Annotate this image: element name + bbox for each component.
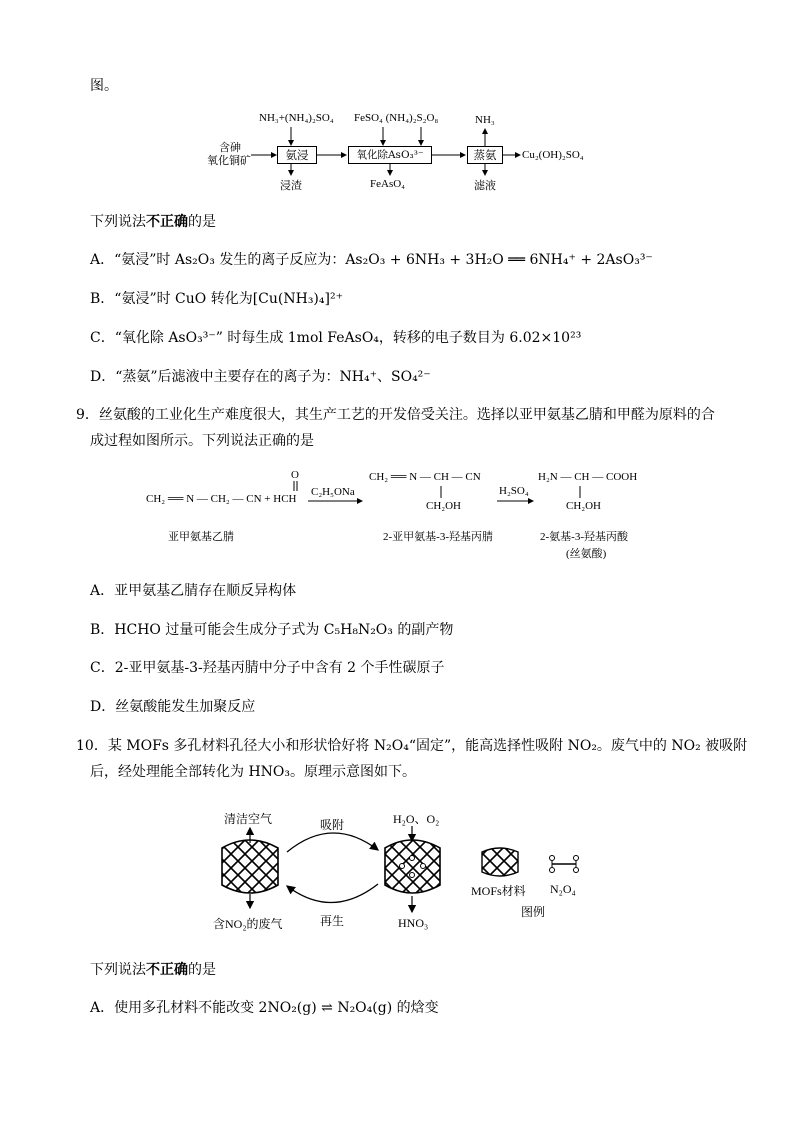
q8-option-b: B．“氨浸”时 CuO 转化为[Cu(NH₃)₄]²⁺ [90, 291, 343, 307]
q10-option-a: A．使用多孔材料不能改变 2NO₂(g) ⇌ N₂O₄(g) 的焓变 [90, 1000, 439, 1016]
q9-stem-line1: 9．丝氨酸的工业化生产难度很大，其生产工艺的开发倍受关注。选择以亚甲氨基乙腈和甲醛为原料的合 [76, 407, 715, 423]
q9-option-c: C．2-亚甲氨基-3-羟基丙腈中分子中含有 2 个手性碳原子 [90, 660, 445, 676]
name-product-note: (丝氨酸) [566, 548, 607, 560]
mofs-right-lattice [385, 840, 440, 893]
residue-leach: 浸渣 [280, 180, 302, 192]
step-ammonia-leach: 氨浸 [277, 146, 317, 164]
mofs-left-lattice [222, 840, 278, 893]
name-product: 2-氨基-3-羟基丙酸 [540, 531, 628, 543]
label-regenerate: 再生 [320, 914, 345, 928]
product-formula: H₂N — CH — COOH [538, 471, 638, 483]
carbonyl-oxygen: O [291, 469, 299, 481]
product-substituent: CH₂OH [566, 500, 602, 512]
q8-option-c: C．“氧化除 AsO₃³⁻” 时每生成 1mol FeAsO₄，转移的电子数目为 6.02×10²³ [90, 330, 582, 346]
label-hno3: HNO₃ [398, 916, 429, 930]
name-intermediate: 2-亚甲氨基-3-羟基丙腈 [383, 531, 493, 543]
residue-feaso4: FeAsO₄ [370, 178, 406, 190]
reagent-ammonia: NH₃+(NH₄)₂SO₄ [259, 112, 334, 124]
raw-material-line2: 氧化铜矿 [207, 155, 251, 167]
legend-n2o4-molecule [550, 856, 579, 873]
intermediate-formula: CH₂ ══ N — CH — CN [369, 471, 481, 483]
q8-stem-post: 的是 [188, 214, 216, 230]
q9-stem-line2: 成过程如图所示。下列说法正确的是 [90, 433, 314, 449]
intermediate-substituent: CH₂OH [426, 500, 462, 512]
label-h2o-o2: H₂O、O₂ [393, 812, 440, 826]
label-waste-gas: 含NO₂的废气 [213, 917, 283, 931]
q9-option-d: D．丝氨酸能发生加聚反应 [90, 699, 256, 715]
product-basic-copper-sulfate: Cu₂(OH)₂SO₄ [522, 149, 584, 161]
legend-label-mofs: MOFs材料 [471, 884, 526, 898]
q9-option-a: A．亚甲氨基乙腈存在顺反异构体 [90, 583, 297, 599]
intro-tail: 图。 [90, 78, 118, 94]
raw-material-line1: 含砷 [219, 142, 241, 154]
name-reactant: 亚甲氨基乙腈 [168, 531, 234, 543]
residue-filtrate: 滤液 [474, 180, 496, 192]
q8-stem-bold: 不正确 [146, 214, 188, 230]
q9-option-b: B．HCHO 过量可能会生成分子式为 C₅H₈N₂O₃ 的副产物 [90, 622, 454, 638]
legend-title: 图例 [521, 905, 546, 919]
q10-stem-post: 的是 [188, 962, 216, 978]
q8-option-a: A．“氨浸”时 As₂O₃ 发生的离子反应为：As₂O₃ + 6NH₃ + 3H₂O ══ 6NH₄⁺ + 2AsO₃³⁻ [90, 252, 653, 268]
q10-stem-pre: 下列说法 [90, 962, 146, 978]
q10-stem-line2: 后，经处理能全部转化为 HNO₃。原理示意图如下。 [90, 764, 416, 780]
q8-stem-pre: 下列说法 [90, 214, 146, 230]
legend-label-n2o4: N₂O₄ [550, 882, 576, 896]
reagent-sodium-ethoxide: C₂H₅ONa [311, 486, 355, 498]
q10-stem-bold: 不正确 [146, 962, 188, 978]
reagent-sulfuric-acid: H₂SO₄ [499, 485, 529, 497]
reactant-formula: CH₂ ══ N — CH₂ — CN + HCH [146, 493, 297, 505]
label-adsorb: 吸附 [320, 818, 345, 832]
reagent-oxidant: FeSO₄ (NH₄)₂S₂O₈ [354, 112, 439, 124]
q8-option-d: D．“蒸氨”后滤液中主要存在的离子为：NH₄⁺、SO₄²⁻ [90, 369, 431, 385]
legend-mofs-lattice [482, 848, 518, 876]
step-oxidize-remove: 氧化除AsO₃³⁻ [348, 146, 432, 164]
q10-stem-line1: 10．某 MOFs 多孔材料孔径大小和形状恰好将 N₂O₄“固定”，能高选择性吸附 NO₂。废气中的 NO₂ 被吸附 [76, 738, 748, 754]
out-gas-nh3: NH₃ [475, 114, 495, 126]
label-clean-air: 清洁空气 [224, 812, 273, 826]
step-distill-ammonia: 蒸氨 [467, 146, 503, 164]
q10-stem [90, 960, 216, 980]
